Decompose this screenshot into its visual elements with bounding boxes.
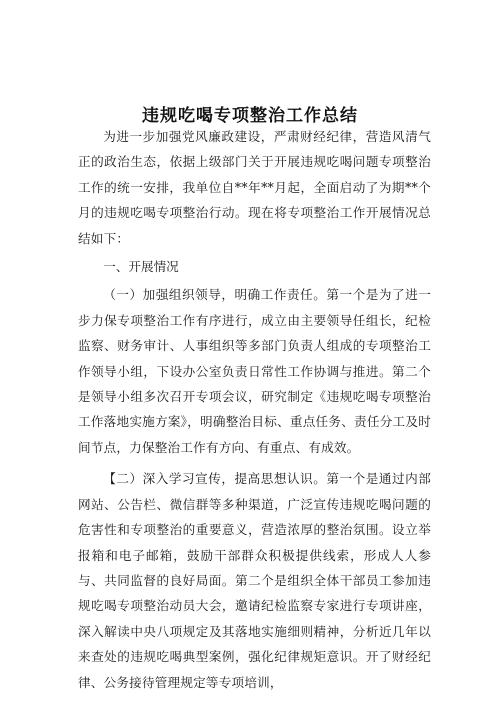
section-1-paragraph-1: （一）加强组织领导，明确工作责任。第一个是为了进一步力保专项整治工作有序进行，成立由主要领导任组长，纪检监察、财务审计、人事组织等多部门负责人组成的专项整治工作领导小组，下设办公室负责日常性工作协调与推进。第二个是领导小组多次召开专项会议，研究制定《违规吃喝专项整治工作落地实施方案》，明确整治目标、重点任务、责任分工及时间节点，力保整治工作有方向、有重点、有成效。 <box>78 287 431 455</box>
section-heading-1: 一、开展情况 <box>103 259 179 275</box>
document-body <box>78 124 431 695</box>
document-title: 违规吃喝专项整治工作总结 <box>142 106 358 126</box>
section-1-paragraph-2: 【二）深入学习宣传，提高思想认识。第一个是通过内部网站、公告栏、微信群等多种渠道，广泛宣传违规吃喝问题的危害性和专项整治的重要意义，营造浓厚的整治氛围。设立举报箱和电子邮箱，鼓励干部群众积极提供线索，形成人人参与、共同监督的良好局面。第二个是组织全体干部员工参加违规吃喝专项整治动员大会，邀请纪检监察专家进行专项讲座，深入解读中央八项规定及其落地实施细则精神，分析近几年以来查处的违规吃喝典型案例，强化纪律规矩意识。开了财经纪律、公务接待管理规定等专项培训， <box>78 471 431 690</box>
intro-paragraph: 为进一步加强党风廉政建设，严肃财经纪律，营造风清气正的政治生态，依据上级部门关于开展违规吃喝问题专项整治工作的统一安排，我单位自**年**月起，全面启动了为期**个月的违规吃喝专项整治行动。现在将专项整治工作开展情况总结如下： <box>78 129 431 246</box>
